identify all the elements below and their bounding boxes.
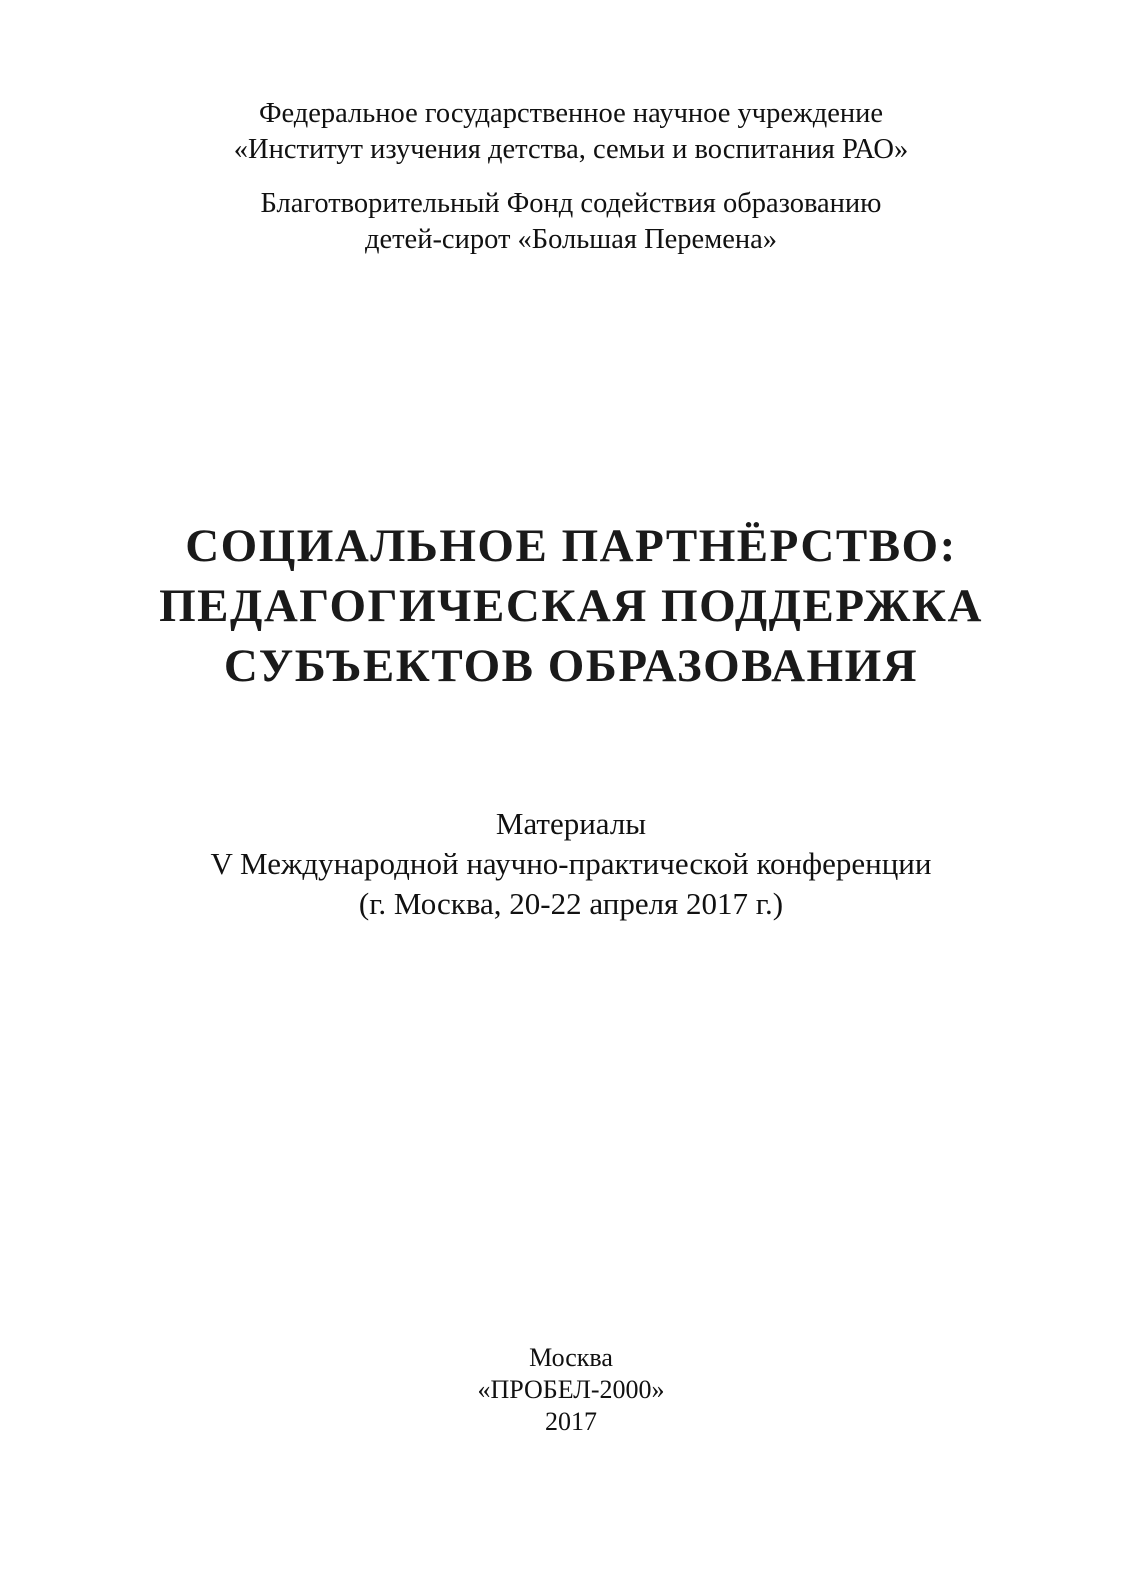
title-line: СОЦИАЛЬНОЕ ПАРТНЁРСТВО: — [185, 520, 957, 572]
organization-line: Благотворительный Фонд содействия образованию — [260, 188, 882, 219]
organization-institute — [0, 96, 1142, 168]
conference-line: (г. Москва, 20-22 апреля 2017 г.) — [358, 886, 784, 921]
imprint-publisher: «ПРОБЕЛ-2000» — [477, 1375, 665, 1404]
title-line: ПЕДАГОГИЧЕСКАЯ ПОДДЕРЖКА — [159, 580, 983, 632]
imprint-year: 2017 — [545, 1407, 597, 1436]
organization-line: Федеральное государственное научное учреждение — [258, 98, 884, 129]
organization-line: детей-сирот «Большая Перемена» — [364, 224, 778, 255]
conference-info — [0, 804, 1142, 924]
imprint-city: Москва — [529, 1343, 613, 1372]
conference-line: V Международной научно-практической конференции — [210, 846, 932, 881]
organization-line: «Институт изучения детства, семьи и воспитания РАО» — [233, 134, 909, 165]
publication-title — [0, 516, 1142, 696]
imprint — [0, 1342, 1142, 1438]
conference-line: Материалы — [495, 806, 647, 841]
title-line: СУБЪЕКТОВ ОБРАЗОВАНИЯ — [223, 640, 919, 692]
organization-foundation — [0, 186, 1142, 258]
